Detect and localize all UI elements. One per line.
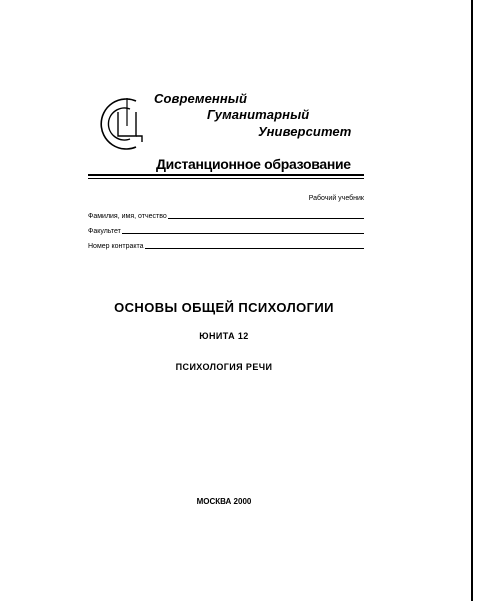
university-name-line-2: Гуманитарный <box>207 107 310 122</box>
document-subtitle: ПСИХОЛОГИЯ РЕЧИ <box>175 362 273 372</box>
faculty-field-label: Факультет <box>88 228 121 235</box>
university-name-line-3: Университет <box>258 124 352 139</box>
city-year: МОСКВА 2000 <box>196 497 252 506</box>
faculty-field-line[interactable] <box>122 233 364 234</box>
contract-field-row <box>88 240 364 250</box>
name-field-label: Фамилия, имя, отчество <box>88 213 167 220</box>
contract-field-line[interactable] <box>145 248 364 249</box>
program-name: Дистанционное образование <box>156 156 351 172</box>
name-field-line[interactable] <box>168 218 364 219</box>
faculty-field-row <box>88 225 364 235</box>
document-title: ОСНОВЫ ОБЩЕЙ ПСИХОЛОГИИ <box>114 300 334 315</box>
document-type: Рабочий учебник <box>308 195 364 202</box>
name-field-row <box>88 210 364 220</box>
sgu-logo-icon <box>90 92 160 156</box>
header-rule-thick <box>88 174 364 176</box>
unit-number: ЮНИТА 12 <box>199 331 249 341</box>
contract-field-label: Номер контракта <box>88 243 144 250</box>
header-rule-thin <box>88 178 364 179</box>
university-name-line-1: Современный <box>154 91 248 106</box>
page-edge-border <box>471 0 473 601</box>
